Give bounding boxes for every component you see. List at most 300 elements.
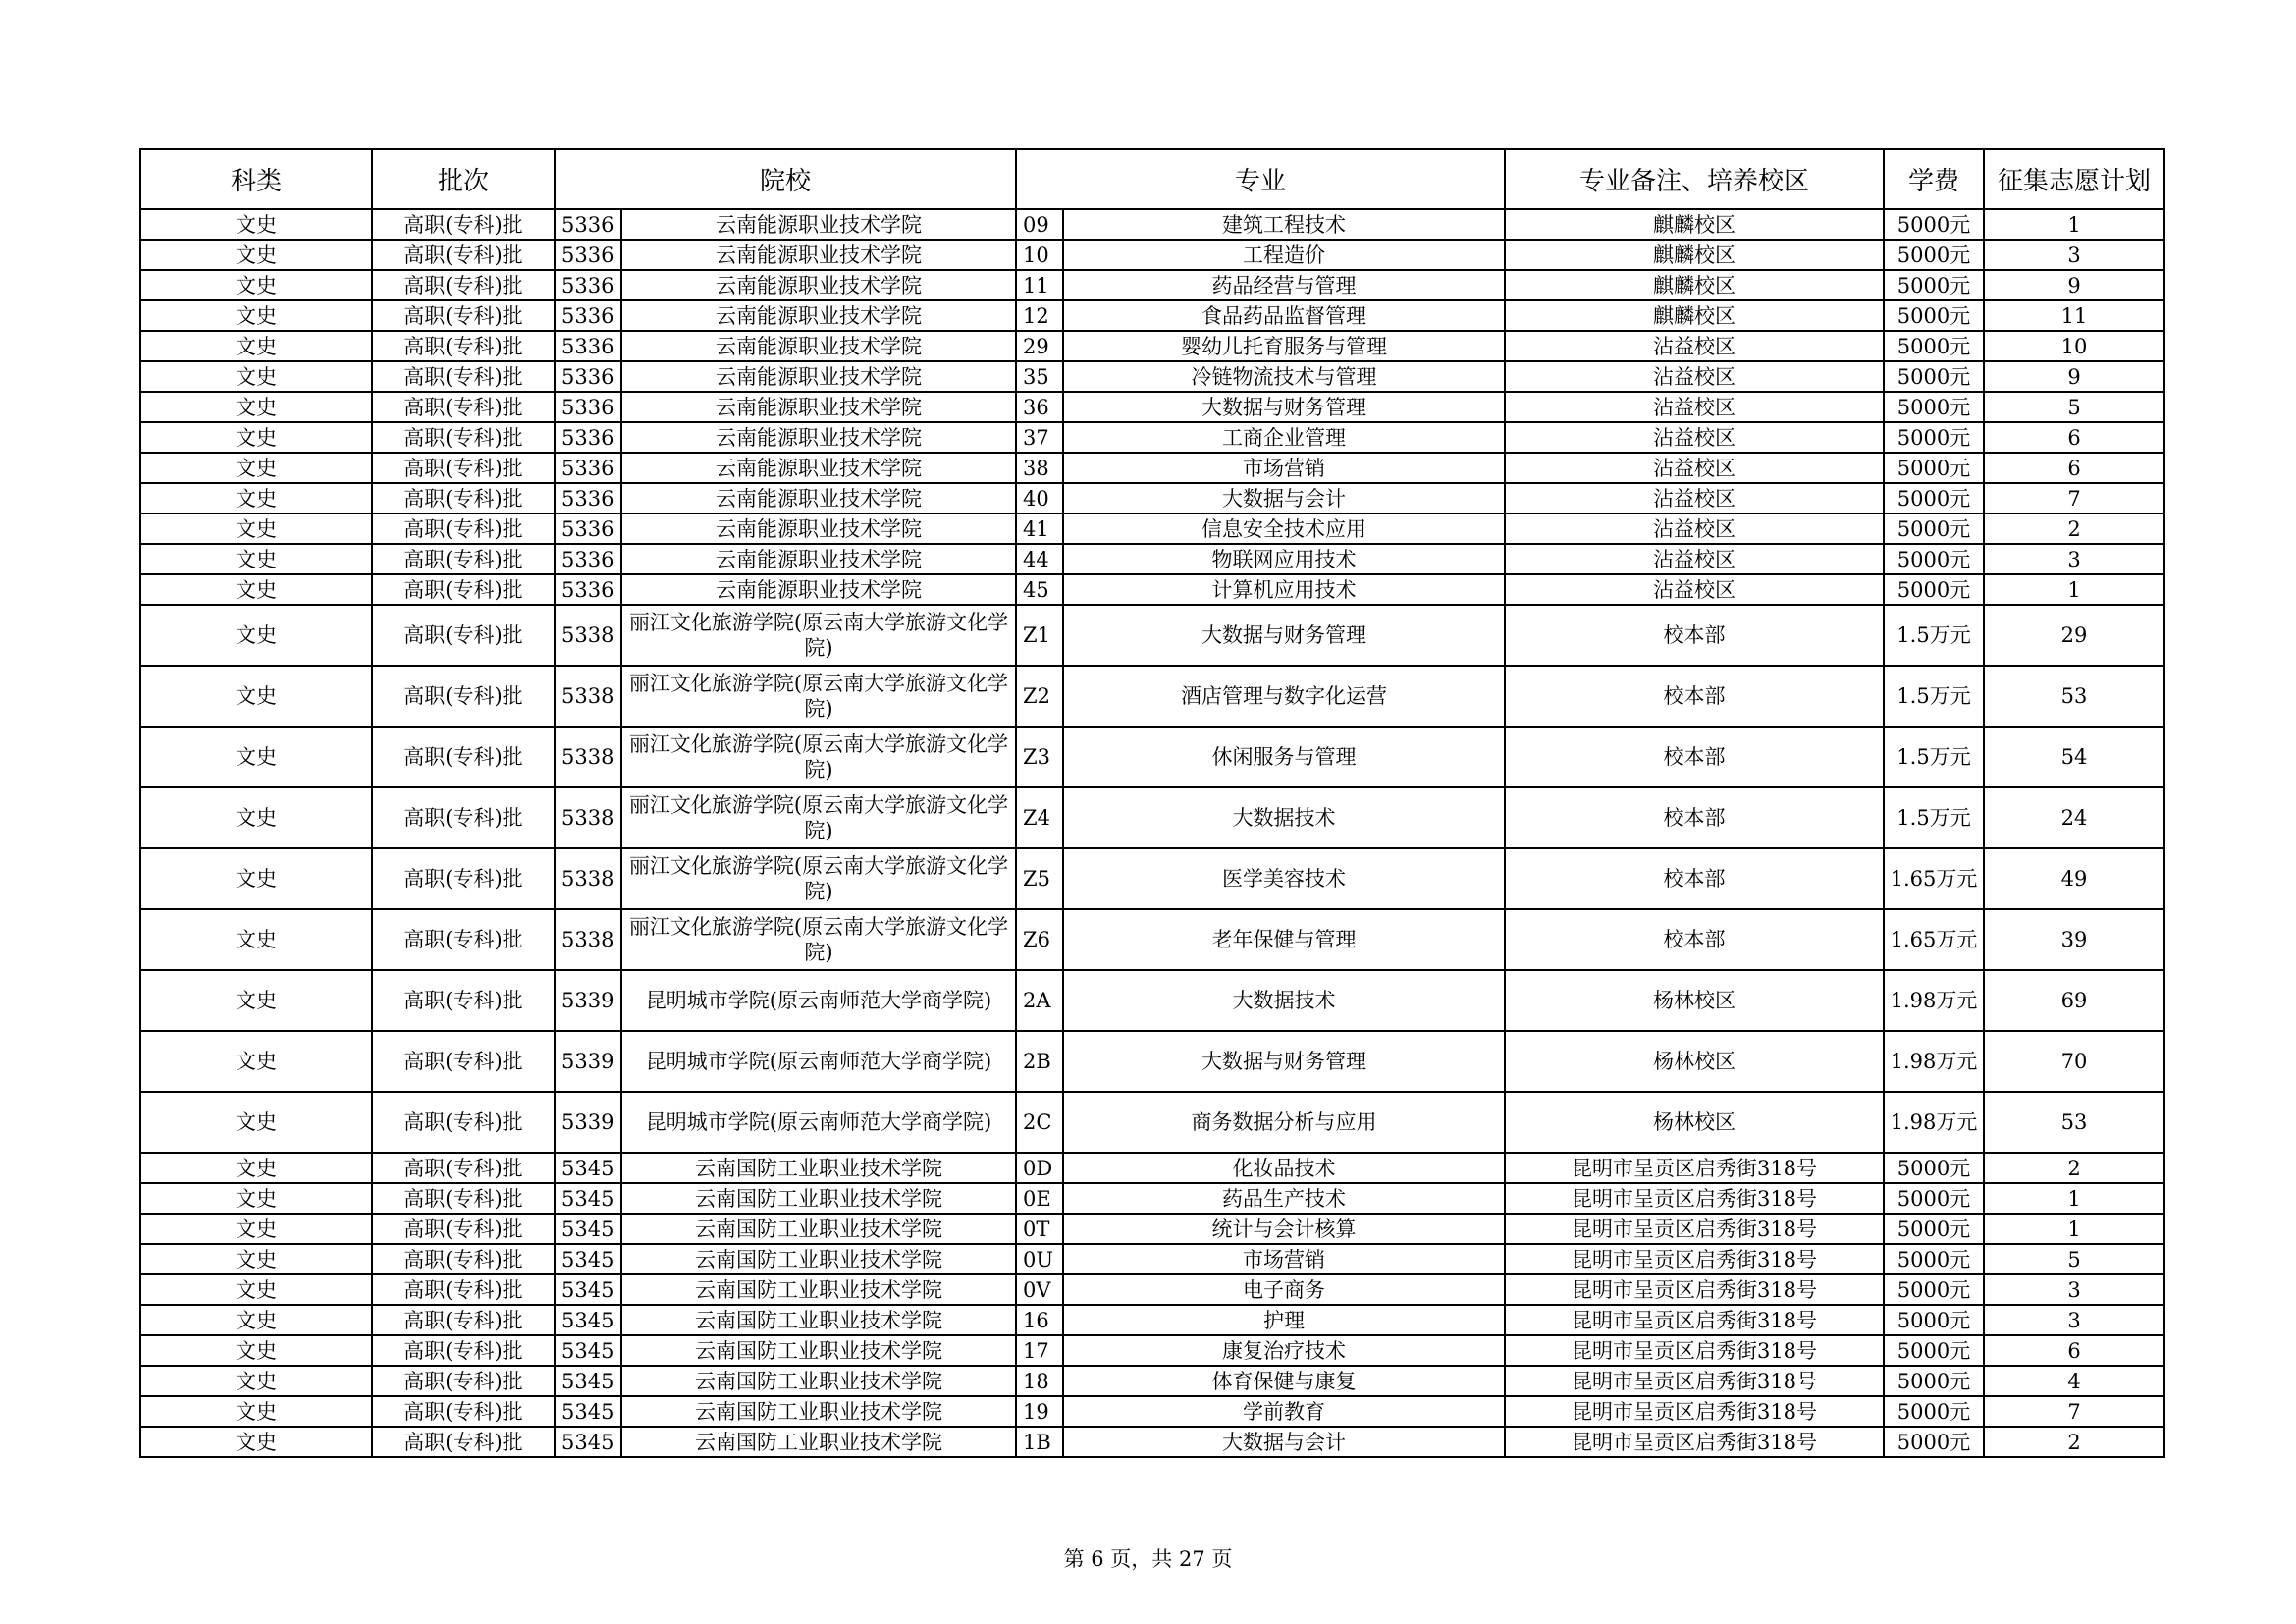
cell-category: 文史 — [140, 392, 372, 422]
cell-tuition: 5000元 — [1884, 1244, 1984, 1274]
cell-major-name: 老年保健与管理 — [1063, 909, 1505, 970]
cell-school-name: 丽江文化旅游学院(原云南大学旅游文化学院) — [621, 787, 1016, 848]
cell-major-code: 41 — [1016, 514, 1063, 544]
cell-school-name: 云南能源职业技术学院 — [621, 240, 1016, 270]
table-row — [140, 514, 2164, 544]
cell-school-code: 5336 — [555, 361, 621, 392]
cell-plan: 54 — [1984, 727, 2164, 787]
cell-school-name: 云南国防工业职业技术学院 — [621, 1427, 1016, 1457]
cell-major-name: 大数据与会计 — [1063, 483, 1505, 514]
cell-category: 文史 — [140, 909, 372, 970]
cell-school-name: 云南能源职业技术学院 — [621, 514, 1016, 544]
cell-remark: 昆明市呈贡区启秀街318号 — [1505, 1335, 1884, 1366]
cell-school-name: 丽江文化旅游学院(原云南大学旅游文化学院) — [621, 605, 1016, 666]
cell-remark: 昆明市呈贡区启秀街318号 — [1505, 1274, 1884, 1305]
cell-school-code: 5336 — [555, 453, 621, 483]
cell-school-name: 云南能源职业技术学院 — [621, 300, 1016, 331]
cell-batch: 高职(专科)批 — [372, 300, 555, 331]
cell-major-code: 38 — [1016, 453, 1063, 483]
cell-school-code: 5345 — [555, 1153, 621, 1183]
cell-school-name: 云南能源职业技术学院 — [621, 453, 1016, 483]
table-row — [140, 240, 2164, 270]
table-row — [140, 209, 2164, 240]
cell-major-name: 化妆品技术 — [1063, 1153, 1505, 1183]
cell-remark: 沾益校区 — [1505, 574, 1884, 605]
cell-remark: 昆明市呈贡区启秀街318号 — [1505, 1305, 1884, 1335]
cell-school-name: 丽江文化旅游学院(原云南大学旅游文化学院) — [621, 666, 1016, 727]
cell-school-code: 5345 — [555, 1305, 621, 1335]
cell-category: 文史 — [140, 574, 372, 605]
cell-remark: 昆明市呈贡区启秀街318号 — [1505, 1427, 1884, 1457]
cell-school-code: 5336 — [555, 514, 621, 544]
cell-batch: 高职(专科)批 — [372, 1214, 555, 1244]
cell-major-name: 电子商务 — [1063, 1274, 1505, 1305]
cell-tuition: 5000元 — [1884, 270, 1984, 300]
cell-batch: 高职(专科)批 — [372, 392, 555, 422]
cell-batch: 高职(专科)批 — [372, 1092, 555, 1153]
cell-tuition: 1.5万元 — [1884, 727, 1984, 787]
cell-remark: 昆明市呈贡区启秀街318号 — [1505, 1244, 1884, 1274]
cell-major-name: 体育保健与康复 — [1063, 1366, 1505, 1396]
cell-tuition: 5000元 — [1884, 422, 1984, 453]
cell-school-name: 云南能源职业技术学院 — [621, 422, 1016, 453]
cell-tuition: 1.5万元 — [1884, 666, 1984, 727]
cell-category: 文史 — [140, 209, 372, 240]
cell-major-code: 36 — [1016, 392, 1063, 422]
cell-remark: 麒麟校区 — [1505, 270, 1884, 300]
cell-major-code: Z2 — [1016, 666, 1063, 727]
cell-remark: 昆明市呈贡区启秀街318号 — [1505, 1183, 1884, 1214]
cell-school-name: 云南能源职业技术学院 — [621, 361, 1016, 392]
cell-plan: 6 — [1984, 1335, 2164, 1366]
table-row — [140, 787, 2164, 848]
cell-major-name: 大数据技术 — [1063, 970, 1505, 1031]
cell-remark: 沾益校区 — [1505, 331, 1884, 361]
cell-school-name: 云南能源职业技术学院 — [621, 544, 1016, 574]
cell-major-code: 2C — [1016, 1092, 1063, 1153]
cell-major-name: 信息安全技术应用 — [1063, 514, 1505, 544]
cell-remark: 校本部 — [1505, 727, 1884, 787]
cell-category: 文史 — [140, 1274, 372, 1305]
cell-category: 文史 — [140, 453, 372, 483]
cell-category: 文史 — [140, 666, 372, 727]
cell-batch: 高职(专科)批 — [372, 1396, 555, 1427]
table-row — [140, 1031, 2164, 1092]
cell-plan: 24 — [1984, 787, 2164, 848]
cell-plan: 3 — [1984, 544, 2164, 574]
cell-school-code: 5345 — [555, 1396, 621, 1427]
table-row — [140, 1244, 2164, 1274]
cell-tuition: 5000元 — [1884, 1183, 1984, 1214]
cell-plan: 5 — [1984, 392, 2164, 422]
table-row — [140, 666, 2164, 727]
cell-school-code: 5336 — [555, 392, 621, 422]
table-row — [140, 574, 2164, 605]
cell-batch: 高职(专科)批 — [372, 422, 555, 453]
cell-category: 文史 — [140, 1092, 372, 1153]
cell-remark: 麒麟校区 — [1505, 209, 1884, 240]
cell-remark: 沾益校区 — [1505, 453, 1884, 483]
cell-school-name: 云南国防工业职业技术学院 — [621, 1335, 1016, 1366]
cell-batch: 高职(专科)批 — [372, 666, 555, 727]
cell-major-code: 0E — [1016, 1183, 1063, 1214]
cell-school-code: 5336 — [555, 574, 621, 605]
cell-tuition: 1.65万元 — [1884, 848, 1984, 909]
cell-school-code: 5338 — [555, 727, 621, 787]
cell-tuition: 5000元 — [1884, 514, 1984, 544]
cell-plan: 10 — [1984, 331, 2164, 361]
cell-batch: 高职(专科)批 — [372, 605, 555, 666]
cell-major-code: 10 — [1016, 240, 1063, 270]
cell-tuition: 5000元 — [1884, 392, 1984, 422]
table-row — [140, 453, 2164, 483]
cell-school-name: 云南国防工业职业技术学院 — [621, 1244, 1016, 1274]
cell-school-code: 5338 — [555, 605, 621, 666]
cell-tuition: 1.65万元 — [1884, 909, 1984, 970]
cell-school-code: 5336 — [555, 209, 621, 240]
cell-tuition: 5000元 — [1884, 240, 1984, 270]
cell-batch: 高职(专科)批 — [372, 574, 555, 605]
cell-school-code: 5339 — [555, 970, 621, 1031]
cell-batch: 高职(专科)批 — [372, 361, 555, 392]
cell-tuition: 5000元 — [1884, 300, 1984, 331]
cell-remark: 沾益校区 — [1505, 514, 1884, 544]
cell-batch: 高职(专科)批 — [372, 544, 555, 574]
header-tuition: 学费 — [1884, 149, 1984, 209]
cell-major-code: 29 — [1016, 331, 1063, 361]
cell-remark: 杨林校区 — [1505, 1092, 1884, 1153]
cell-school-code: 5338 — [555, 909, 621, 970]
table-row — [140, 270, 2164, 300]
cell-plan: 53 — [1984, 666, 2164, 727]
table-row — [140, 1427, 2164, 1457]
cell-category: 文史 — [140, 361, 372, 392]
cell-plan: 2 — [1984, 1153, 2164, 1183]
cell-plan: 29 — [1984, 605, 2164, 666]
cell-school-code: 5339 — [555, 1092, 621, 1153]
cell-major-code: 40 — [1016, 483, 1063, 514]
cell-school-name: 昆明城市学院(原云南师范大学商学院) — [621, 970, 1016, 1031]
cell-major-name: 统计与会计核算 — [1063, 1214, 1505, 1244]
cell-plan: 9 — [1984, 270, 2164, 300]
cell-major-name: 计算机应用技术 — [1063, 574, 1505, 605]
cell-remark: 杨林校区 — [1505, 970, 1884, 1031]
cell-remark: 杨林校区 — [1505, 1031, 1884, 1092]
cell-school-name: 昆明城市学院(原云南师范大学商学院) — [621, 1092, 1016, 1153]
cell-category: 文史 — [140, 240, 372, 270]
table-row — [140, 483, 2164, 514]
cell-major-code: 1B — [1016, 1427, 1063, 1457]
cell-category: 文史 — [140, 1396, 372, 1427]
cell-tuition: 5000元 — [1884, 483, 1984, 514]
table-row — [140, 727, 2164, 787]
cell-school-code: 5345 — [555, 1427, 621, 1457]
cell-major-name: 大数据与会计 — [1063, 1427, 1505, 1457]
cell-major-code: 12 — [1016, 300, 1063, 331]
cell-batch: 高职(专科)批 — [372, 848, 555, 909]
cell-batch: 高职(专科)批 — [372, 1366, 555, 1396]
cell-plan: 7 — [1984, 1396, 2164, 1427]
cell-major-name: 物联网应用技术 — [1063, 544, 1505, 574]
cell-major-code: 0U — [1016, 1244, 1063, 1274]
cell-tuition: 5000元 — [1884, 574, 1984, 605]
cell-major-name: 大数据与财务管理 — [1063, 605, 1505, 666]
cell-major-code: Z1 — [1016, 605, 1063, 666]
cell-plan: 4 — [1984, 1366, 2164, 1396]
cell-batch: 高职(专科)批 — [372, 270, 555, 300]
cell-plan: 5 — [1984, 1244, 2164, 1274]
cell-major-name: 大数据与财务管理 — [1063, 392, 1505, 422]
cell-major-code: 0V — [1016, 1274, 1063, 1305]
cell-major-name: 医学美容技术 — [1063, 848, 1505, 909]
table-row — [140, 605, 2164, 666]
table-row — [140, 300, 2164, 331]
cell-category: 文史 — [140, 727, 372, 787]
cell-batch: 高职(专科)批 — [372, 787, 555, 848]
cell-school-code: 5336 — [555, 270, 621, 300]
cell-batch: 高职(专科)批 — [372, 1153, 555, 1183]
cell-major-code: 44 — [1016, 544, 1063, 574]
cell-school-name: 云南国防工业职业技术学院 — [621, 1214, 1016, 1244]
cell-category: 文史 — [140, 422, 372, 453]
cell-major-name: 康复治疗技术 — [1063, 1335, 1505, 1366]
cell-category: 文史 — [140, 1305, 372, 1335]
cell-remark: 昆明市呈贡区启秀街318号 — [1505, 1153, 1884, 1183]
cell-tuition: 5000元 — [1884, 209, 1984, 240]
cell-plan: 69 — [1984, 970, 2164, 1031]
cell-school-code: 5336 — [555, 483, 621, 514]
cell-major-name: 酒店管理与数字化运营 — [1063, 666, 1505, 727]
cell-school-code: 5345 — [555, 1244, 621, 1274]
cell-school-code: 5338 — [555, 666, 621, 727]
cell-major-name: 药品经营与管理 — [1063, 270, 1505, 300]
cell-category: 文史 — [140, 605, 372, 666]
cell-category: 文史 — [140, 1244, 372, 1274]
admissions-table — [139, 148, 2165, 1458]
cell-remark: 沾益校区 — [1505, 422, 1884, 453]
cell-major-name: 护理 — [1063, 1305, 1505, 1335]
cell-major-code: Z5 — [1016, 848, 1063, 909]
header-remark: 专业备注、培养校区 — [1505, 149, 1884, 209]
cell-school-code: 5345 — [555, 1335, 621, 1366]
cell-major-name: 建筑工程技术 — [1063, 209, 1505, 240]
table-row — [140, 331, 2164, 361]
cell-category: 文史 — [140, 1366, 372, 1396]
cell-major-name: 冷链物流技术与管理 — [1063, 361, 1505, 392]
cell-major-code: 2A — [1016, 970, 1063, 1031]
cell-remark: 沾益校区 — [1505, 392, 1884, 422]
cell-category: 文史 — [140, 300, 372, 331]
cell-school-name: 云南能源职业技术学院 — [621, 392, 1016, 422]
cell-plan: 49 — [1984, 848, 2164, 909]
cell-tuition: 1.98万元 — [1884, 970, 1984, 1031]
table-row — [140, 1092, 2164, 1153]
cell-school-code: 5336 — [555, 300, 621, 331]
cell-major-code: 45 — [1016, 574, 1063, 605]
cell-remark: 校本部 — [1505, 605, 1884, 666]
cell-school-name: 云南国防工业职业技术学院 — [621, 1274, 1016, 1305]
cell-school-name: 云南能源职业技术学院 — [621, 331, 1016, 361]
header-plan: 征集志愿计划 — [1984, 149, 2164, 209]
table-row — [140, 361, 2164, 392]
cell-batch: 高职(专科)批 — [372, 209, 555, 240]
cell-plan: 3 — [1984, 1305, 2164, 1335]
cell-major-name: 工商企业管理 — [1063, 422, 1505, 453]
cell-remark: 沾益校区 — [1505, 361, 1884, 392]
cell-category: 文史 — [140, 1153, 372, 1183]
table-row — [140, 1274, 2164, 1305]
cell-remark: 校本部 — [1505, 666, 1884, 727]
cell-plan: 6 — [1984, 422, 2164, 453]
header-major: 专业 — [1016, 149, 1505, 209]
cell-category: 文史 — [140, 787, 372, 848]
cell-plan: 2 — [1984, 514, 2164, 544]
page-number: 第 6 页，共 27 页 — [1063, 1547, 1233, 1571]
cell-remark: 麒麟校区 — [1505, 300, 1884, 331]
header-batch: 批次 — [372, 149, 555, 209]
cell-school-code: 5339 — [555, 1031, 621, 1092]
cell-major-name: 大数据技术 — [1063, 787, 1505, 848]
cell-school-name: 云南国防工业职业技术学院 — [621, 1183, 1016, 1214]
cell-tuition: 5000元 — [1884, 544, 1984, 574]
cell-remark: 校本部 — [1505, 909, 1884, 970]
cell-batch: 高职(专科)批 — [372, 909, 555, 970]
table-row — [140, 544, 2164, 574]
cell-remark: 昆明市呈贡区启秀街318号 — [1505, 1366, 1884, 1396]
cell-batch: 高职(专科)批 — [372, 970, 555, 1031]
cell-major-code: 11 — [1016, 270, 1063, 300]
cell-batch: 高职(专科)批 — [372, 240, 555, 270]
cell-major-code: 09 — [1016, 209, 1063, 240]
cell-major-code: 19 — [1016, 1396, 1063, 1427]
cell-major-name: 工程造价 — [1063, 240, 1505, 270]
cell-school-code: 5338 — [555, 787, 621, 848]
cell-major-code: 0T — [1016, 1214, 1063, 1244]
cell-plan: 1 — [1984, 209, 2164, 240]
cell-major-code: 16 — [1016, 1305, 1063, 1335]
cell-school-name: 云南能源职业技术学院 — [621, 270, 1016, 300]
cell-school-name: 云南国防工业职业技术学院 — [621, 1366, 1016, 1396]
cell-major-code: Z6 — [1016, 909, 1063, 970]
header-school: 院校 — [555, 149, 1016, 209]
cell-remark: 昆明市呈贡区启秀街318号 — [1505, 1214, 1884, 1244]
header-category: 科类 — [140, 149, 372, 209]
cell-category: 文史 — [140, 270, 372, 300]
cell-batch: 高职(专科)批 — [372, 331, 555, 361]
cell-remark: 校本部 — [1505, 848, 1884, 909]
cell-tuition: 1.5万元 — [1884, 605, 1984, 666]
cell-school-name: 昆明城市学院(原云南师范大学商学院) — [621, 1031, 1016, 1092]
table-row — [140, 1366, 2164, 1396]
cell-remark: 校本部 — [1505, 787, 1884, 848]
cell-school-name: 云南能源职业技术学院 — [621, 209, 1016, 240]
cell-category: 文史 — [140, 1183, 372, 1214]
cell-plan: 3 — [1984, 240, 2164, 270]
cell-tuition: 1.5万元 — [1884, 787, 1984, 848]
cell-remark: 麒麟校区 — [1505, 240, 1884, 270]
cell-school-code: 5336 — [555, 331, 621, 361]
cell-major-name: 学前教育 — [1063, 1396, 1505, 1427]
cell-batch: 高职(专科)批 — [372, 483, 555, 514]
cell-major-name: 婴幼儿托育服务与管理 — [1063, 331, 1505, 361]
header-row — [140, 149, 2164, 209]
cell-plan: 70 — [1984, 1031, 2164, 1092]
cell-tuition: 5000元 — [1884, 1396, 1984, 1427]
cell-batch: 高职(专科)批 — [372, 1335, 555, 1366]
cell-school-name: 丽江文化旅游学院(原云南大学旅游文化学院) — [621, 909, 1016, 970]
cell-category: 文史 — [140, 1427, 372, 1457]
cell-remark: 沾益校区 — [1505, 544, 1884, 574]
cell-batch: 高职(专科)批 — [372, 514, 555, 544]
cell-plan: 53 — [1984, 1092, 2164, 1153]
cell-major-name: 休闲服务与管理 — [1063, 727, 1505, 787]
table-row — [140, 970, 2164, 1031]
cell-tuition: 5000元 — [1884, 1153, 1984, 1183]
cell-category: 文史 — [140, 1031, 372, 1092]
cell-tuition: 5000元 — [1884, 361, 1984, 392]
cell-major-code: 2B — [1016, 1031, 1063, 1092]
cell-tuition: 5000元 — [1884, 331, 1984, 361]
cell-major-name: 食品药品监督管理 — [1063, 300, 1505, 331]
cell-plan: 1 — [1984, 1183, 2164, 1214]
cell-category: 文史 — [140, 1335, 372, 1366]
cell-plan: 6 — [1984, 453, 2164, 483]
cell-batch: 高职(专科)批 — [372, 727, 555, 787]
cell-batch: 高职(专科)批 — [372, 1183, 555, 1214]
cell-school-code: 5345 — [555, 1214, 621, 1244]
cell-tuition: 5000元 — [1884, 1214, 1984, 1244]
cell-tuition: 5000元 — [1884, 1305, 1984, 1335]
cell-tuition: 5000元 — [1884, 1335, 1984, 1366]
table-row — [140, 1183, 2164, 1214]
cell-plan: 11 — [1984, 300, 2164, 331]
cell-school-name: 云南国防工业职业技术学院 — [621, 1305, 1016, 1335]
cell-batch: 高职(专科)批 — [372, 1427, 555, 1457]
cell-batch: 高职(专科)批 — [372, 1274, 555, 1305]
cell-category: 文史 — [140, 1214, 372, 1244]
cell-major-name: 市场营销 — [1063, 1244, 1505, 1274]
cell-category: 文史 — [140, 331, 372, 361]
cell-school-code: 5345 — [555, 1183, 621, 1214]
table-row — [140, 392, 2164, 422]
table-row — [140, 848, 2164, 909]
cell-school-code: 5336 — [555, 240, 621, 270]
cell-tuition: 5000元 — [1884, 1366, 1984, 1396]
table-row — [140, 422, 2164, 453]
cell-major-name: 商务数据分析与应用 — [1063, 1092, 1505, 1153]
cell-plan: 7 — [1984, 483, 2164, 514]
cell-plan: 3 — [1984, 1274, 2164, 1305]
cell-plan: 1 — [1984, 574, 2164, 605]
cell-major-code: 35 — [1016, 361, 1063, 392]
cell-plan: 39 — [1984, 909, 2164, 970]
cell-batch: 高职(专科)批 — [372, 1305, 555, 1335]
cell-major-name: 药品生产技术 — [1063, 1183, 1505, 1214]
cell-school-code: 5336 — [555, 544, 621, 574]
cell-category: 文史 — [140, 848, 372, 909]
cell-school-code: 5338 — [555, 848, 621, 909]
cell-school-name: 丽江文化旅游学院(原云南大学旅游文化学院) — [621, 848, 1016, 909]
cell-category: 文史 — [140, 514, 372, 544]
cell-school-name: 云南能源职业技术学院 — [621, 574, 1016, 605]
cell-school-code: 5345 — [555, 1366, 621, 1396]
cell-major-name: 大数据与财务管理 — [1063, 1031, 1505, 1092]
cell-plan: 1 — [1984, 1214, 2164, 1244]
cell-major-code: 37 — [1016, 422, 1063, 453]
cell-category: 文史 — [140, 483, 372, 514]
cell-remark: 沾益校区 — [1505, 483, 1884, 514]
cell-tuition: 1.98万元 — [1884, 1031, 1984, 1092]
